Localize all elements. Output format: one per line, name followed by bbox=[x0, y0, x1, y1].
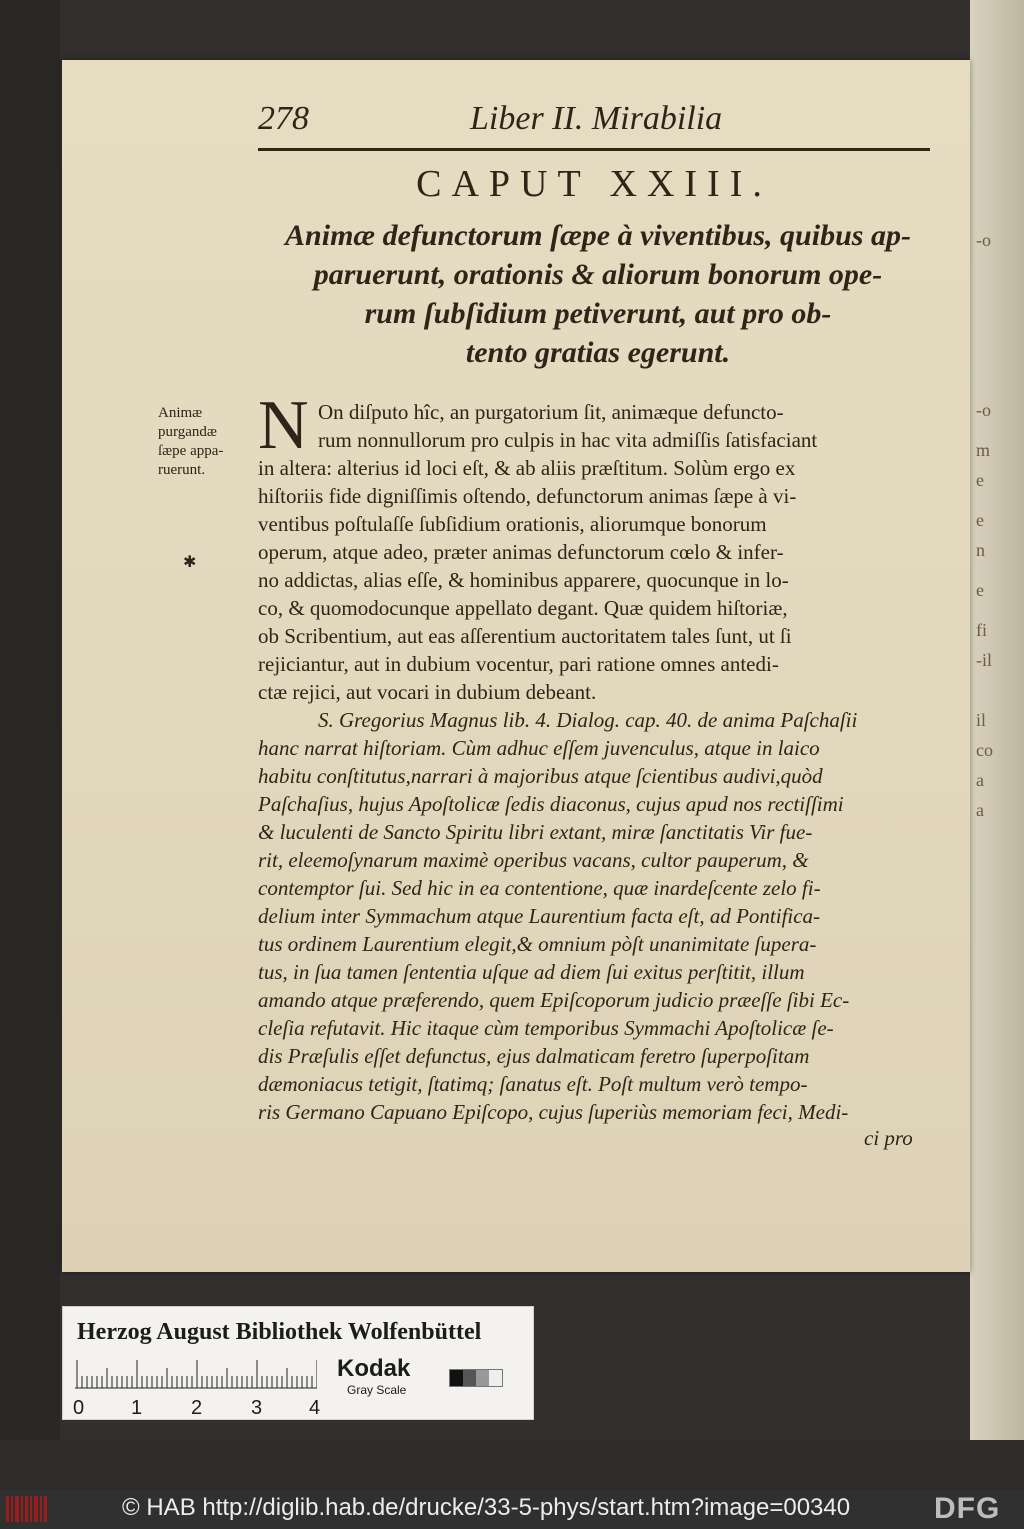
body-line: ctæ rejici, aut vocari in dubium debeant. bbox=[258, 680, 597, 704]
margin-note bbox=[158, 404, 256, 480]
subtitle-line: tento gratias egerunt. bbox=[465, 336, 731, 369]
subtitle-line: paruerunt, orationis & aliorum bonorum ope- bbox=[313, 258, 883, 291]
body-line: contemptor ſui. Sed hic in ea contentione, quæ inardeſcente zelo fi- bbox=[258, 876, 821, 900]
body-line: operum, atque adeo, præter animas defunctorum cœlo & infer- bbox=[258, 540, 784, 564]
body-line: rit, eleemoſynarum maximè operibus vacans, cultor pauperum, & bbox=[258, 848, 809, 872]
chapter-subtitle bbox=[258, 216, 938, 372]
library-name: Herzog August Bibliothek Wolfenbüttel bbox=[77, 1319, 482, 1345]
body-line: hanc narrat hiſtoriam. Cùm adhuc eſſem juvenculus, atque in laico bbox=[258, 736, 820, 760]
body-line: tus, in ſua tamen ſententia uſque ad diem ſui exitus perſtitit, illum bbox=[258, 960, 805, 984]
body-line: On diſputo hîc, an purgatorium ſit, animæque defuncto- bbox=[318, 400, 784, 424]
kodak-logo: Kodak bbox=[337, 1355, 411, 1382]
body-line: habitu conſtitutus,narrari à majoribus atque ſcientibus audivi,quòd bbox=[258, 764, 823, 788]
ruler-number: 0 bbox=[73, 1397, 85, 1419]
dfg-logo: DFG bbox=[934, 1492, 1001, 1525]
margin-note-line: purgandæ bbox=[158, 424, 217, 440]
subtitle-line: rum ſubſidium petiverunt, aut pro ob- bbox=[364, 297, 832, 330]
catchword: ci pro bbox=[864, 1126, 913, 1150]
body-line: rejiciantur, aut in dubium vocentur, pari ratione omnes antedi- bbox=[258, 652, 779, 676]
facing-page-edge: -o -o m e e n e fi -il il co a a bbox=[970, 0, 1024, 1440]
body-line: ob Scribentium, aut eas aſſerentium auctoritatem tales ſunt, ut ſi bbox=[258, 624, 792, 648]
body-line: dis Præſulis eſſet defunctus, ejus dalmaticam feretro ſuperpoſitam bbox=[258, 1044, 810, 1068]
barcode-icon bbox=[6, 1496, 50, 1522]
subtitle-line: Animæ defunctorum ſæpe à viventibus, quibus ap- bbox=[285, 219, 911, 252]
body-line: cleſia refutavit. Hic itaque cùm temporibus Symmachi Apoſtolicæ ſe- bbox=[258, 1016, 834, 1040]
margin-note-line: ſæpe appa- bbox=[158, 443, 224, 459]
copyright-link[interactable]: © HAB http://diglib.hab.de/drucke/33-5-phys/start.htm?image=00340 bbox=[122, 1494, 851, 1521]
body-line bbox=[318, 706, 934, 734]
margin-note-line: ruerunt. bbox=[158, 462, 206, 478]
page-number: 278 bbox=[258, 100, 309, 137]
margin-note-line: Animæ bbox=[158, 405, 203, 421]
ruler-number: 2 bbox=[191, 1397, 203, 1419]
body-line: Paſchaſius, hujus Apoſtolicæ ſedis diaconus, cujus apud nos rectiſſimi bbox=[258, 792, 844, 816]
ruler-number: 1 bbox=[131, 1397, 143, 1419]
ink-mark: ✱ bbox=[183, 554, 197, 571]
body-line: delium inter Symmachum atque Laurentium facta eſt, ad Pontifica- bbox=[258, 904, 821, 928]
body-line: co, & quomodocunque appellato degant. Quæ quidem hiſtoriæ, bbox=[258, 596, 788, 620]
ruler-number: 3 bbox=[251, 1397, 263, 1419]
body-line: in altera: alterius id loci eſt, & ab aliis præſtitum. Solùm ergo ex bbox=[258, 456, 796, 480]
drop-capital: N bbox=[258, 387, 309, 464]
ruler-number: 4 bbox=[309, 1397, 321, 1419]
body-line: no addictas, alias eſſe, & hominibus apparere, quocunque in lo- bbox=[258, 568, 789, 592]
body-line: dæmoniacus tetigit, ſtatimq; ſanatus eſt. Poſt multum verò tempo- bbox=[258, 1072, 808, 1096]
gray-scale-label: Gray Scale bbox=[347, 1383, 407, 1397]
page-header bbox=[258, 98, 930, 151]
chapter-heading: CAPUT XXIII. bbox=[416, 163, 772, 205]
left-board bbox=[0, 0, 60, 1440]
body-line: ris Germano Capuano Epiſcopo, cujus ſuperiùs memoriam feci, Medi- bbox=[258, 1100, 849, 1124]
body-line: hiſtoriis fide digniſſimis oſtendo, defunctorum animas ſæpe à vi- bbox=[258, 484, 797, 508]
footer-bar bbox=[0, 1490, 1024, 1529]
running-head: Liber II. Mirabilia bbox=[470, 100, 723, 137]
body-line: ventibus poſtulaſſe ſubſidium orationis, aliorumque bonorum bbox=[258, 512, 767, 536]
body-line: tus ordinem Laurentium elegit,& omnium pòſt unanimitate ſupera- bbox=[258, 932, 817, 956]
ruler-icon bbox=[75, 1359, 317, 1389]
body-line: rum nonnullorum pro culpis in hac vita admiſſis ſatisfaciant bbox=[318, 428, 818, 452]
body-line: & luculenti de Sancto Spiritu libri extant, miræ ſanctitatis Vir fue- bbox=[258, 820, 813, 844]
gray-swatches bbox=[449, 1369, 503, 1387]
citation-line: S. Gregorius Magnus lib. 4. Dialog. cap. 40. de anima Paſchaſii bbox=[318, 708, 858, 732]
body-line: amando atque præferendo, quem Epiſcoporum judicio præeſſe ſibi Ec- bbox=[258, 988, 850, 1012]
color-calibration-bar bbox=[62, 1306, 534, 1420]
